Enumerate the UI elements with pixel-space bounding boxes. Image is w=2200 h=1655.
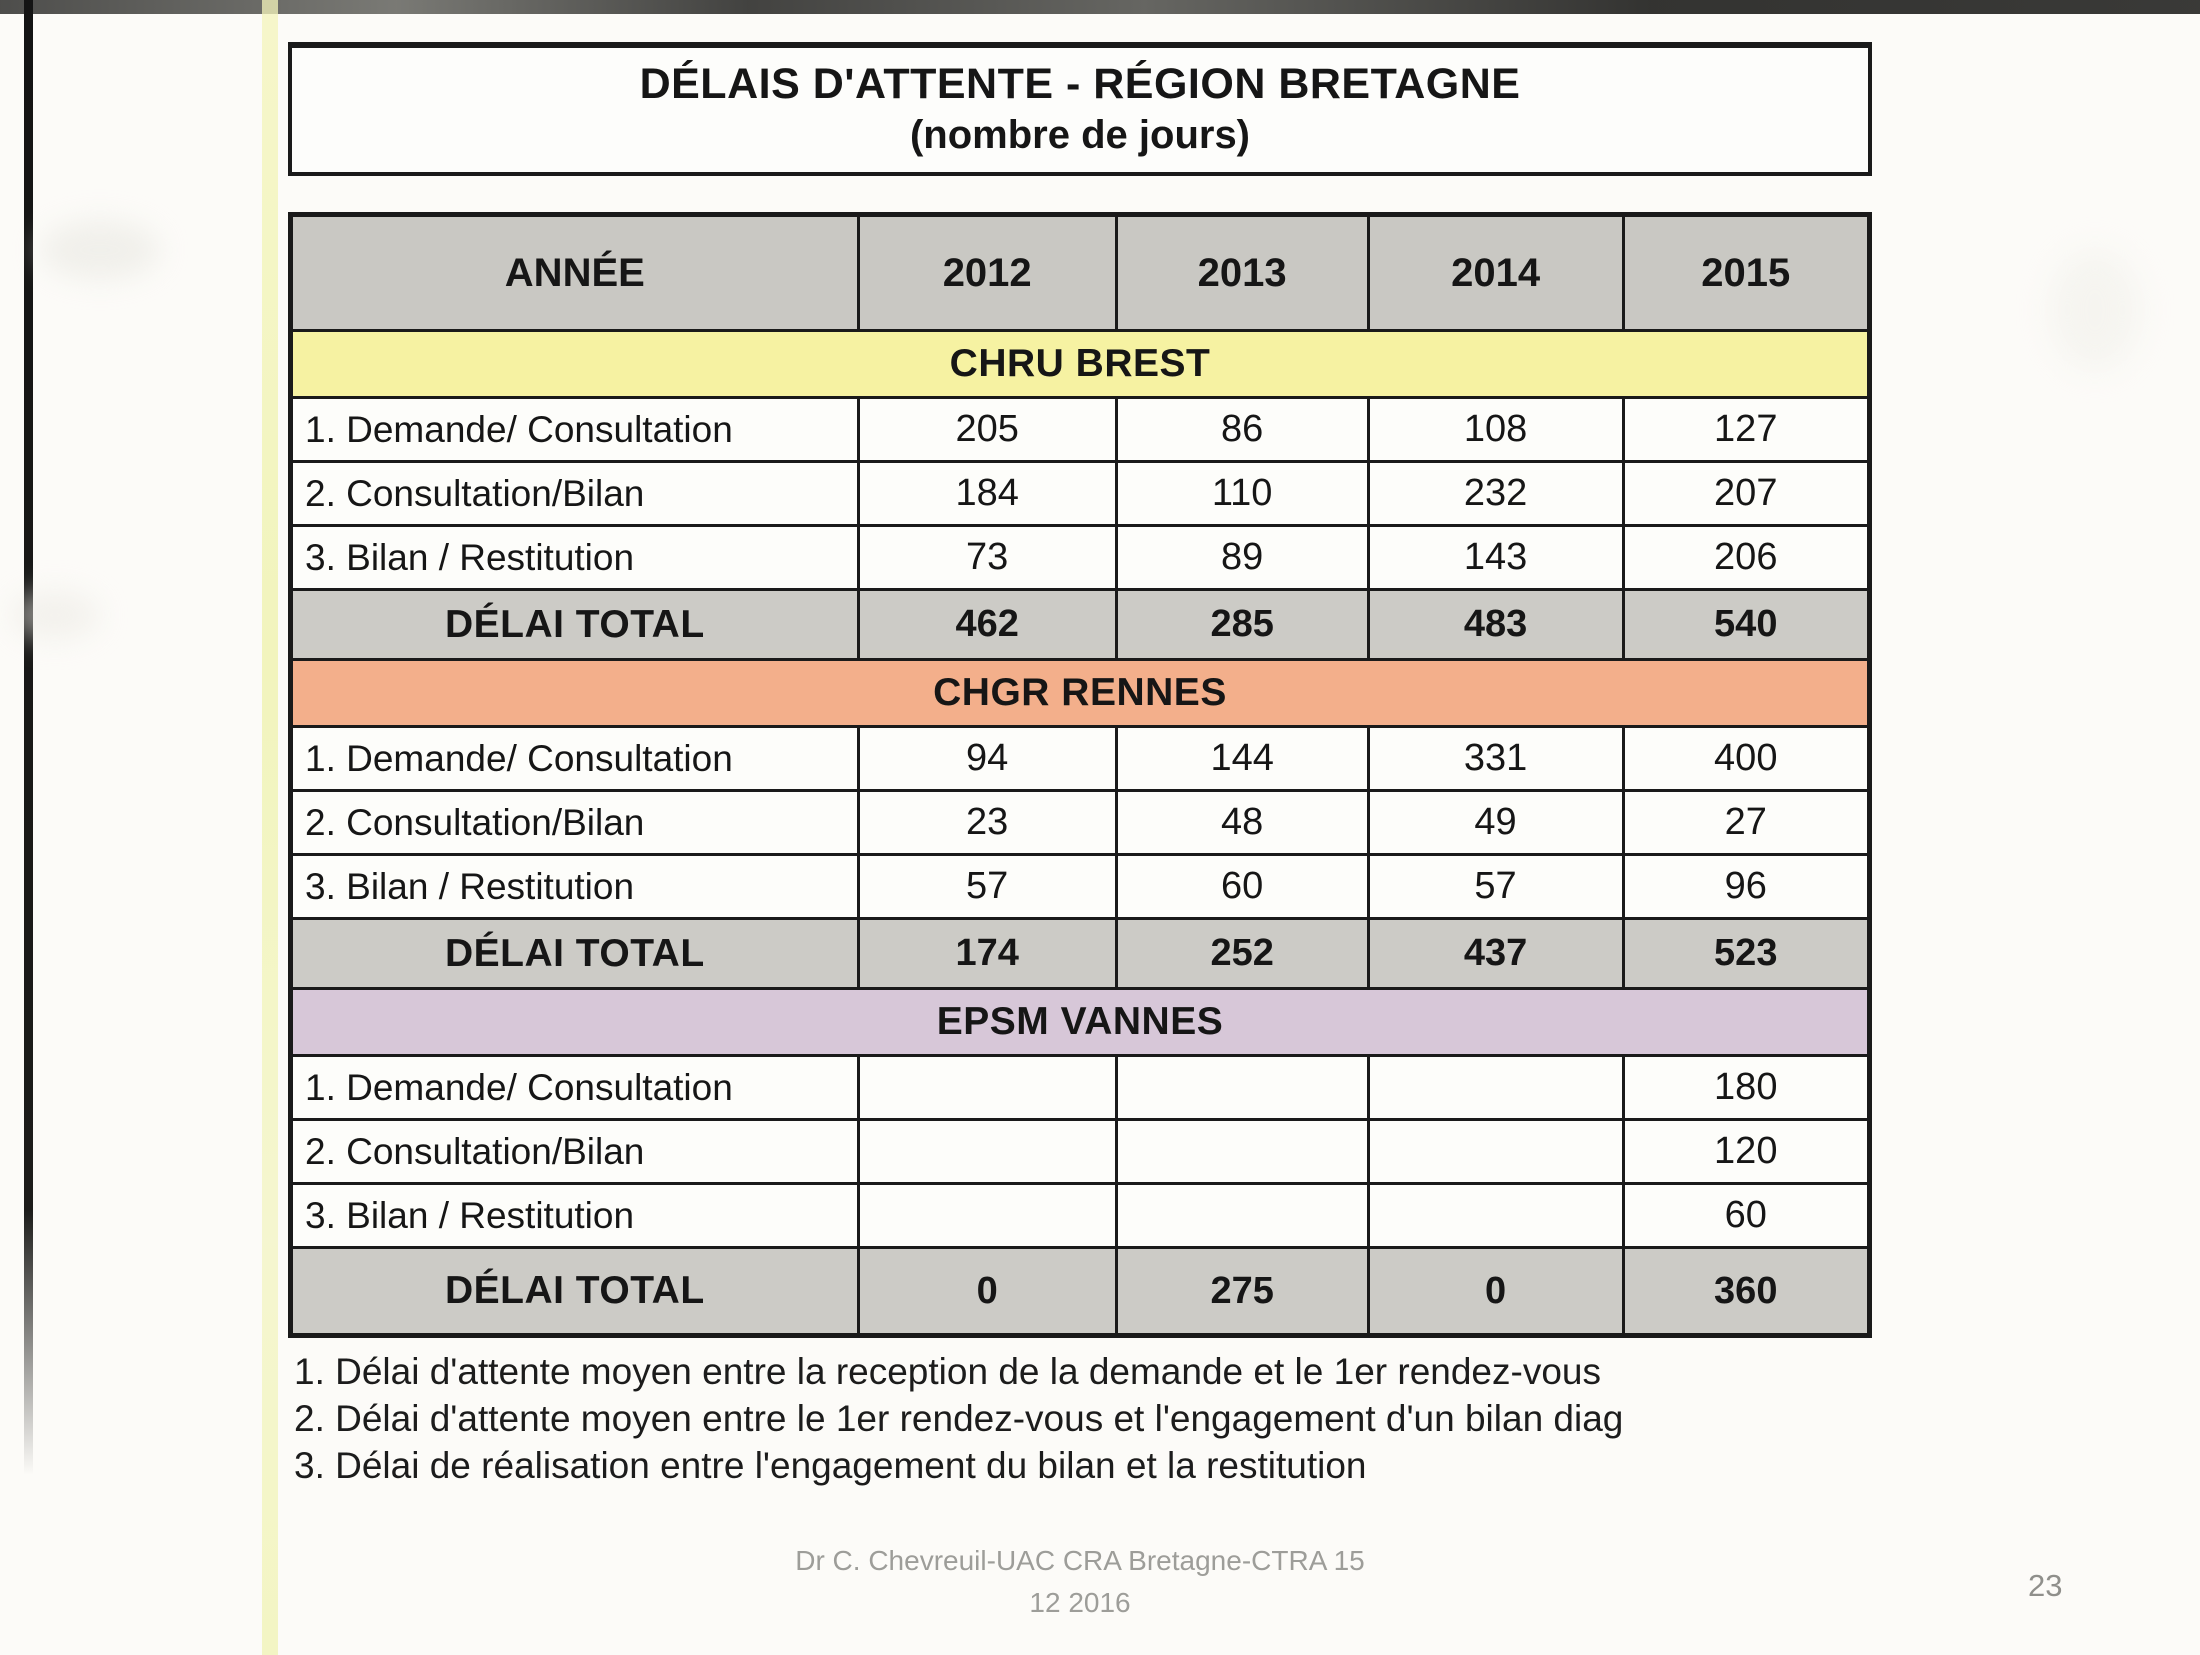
scan-yellow-margin-strip bbox=[262, 0, 278, 1655]
total-value: 523 bbox=[1625, 920, 1867, 990]
total-value: 0 bbox=[1370, 1249, 1625, 1333]
total-value: 275 bbox=[1118, 1249, 1370, 1333]
cell-value: 57 bbox=[1370, 856, 1625, 920]
total-value: 0 bbox=[860, 1249, 1118, 1333]
cell-value bbox=[860, 1121, 1118, 1185]
total-value: 360 bbox=[1625, 1249, 1867, 1333]
cell-value: 143 bbox=[1370, 527, 1625, 591]
scan-smudge bbox=[10, 590, 100, 640]
cell-value: 27 bbox=[1625, 792, 1867, 856]
header-annee: ANNÉE bbox=[293, 217, 860, 332]
table-row bbox=[293, 463, 1867, 527]
total-value: 252 bbox=[1118, 920, 1370, 990]
row-label: 1. Demande/ Consultation bbox=[293, 399, 860, 463]
footnotes bbox=[288, 1348, 1872, 1489]
page-number: 23 bbox=[2028, 1568, 2063, 1603]
total-value: 540 bbox=[1625, 591, 1867, 661]
total-label: DÉLAI TOTAL bbox=[293, 920, 860, 990]
total-value: 174 bbox=[860, 920, 1118, 990]
table-row bbox=[293, 792, 1867, 856]
cell-value bbox=[1118, 1057, 1370, 1121]
title-box bbox=[288, 42, 1872, 176]
cell-value: 57 bbox=[860, 856, 1118, 920]
cell-value: 144 bbox=[1118, 728, 1370, 792]
table-row bbox=[293, 1185, 1867, 1249]
cell-value: 184 bbox=[860, 463, 1118, 527]
slide-footer bbox=[288, 1540, 1872, 1624]
cell-value bbox=[1370, 1121, 1625, 1185]
slide-content bbox=[288, 0, 1872, 1489]
cell-value: 206 bbox=[1625, 527, 1867, 591]
footnote-1: 1. Délai d'attente moyen entre la reception de la demande et le 1er rendez-vous bbox=[294, 1351, 1601, 1392]
cell-value: 127 bbox=[1625, 399, 1867, 463]
total-row bbox=[293, 920, 1867, 990]
total-value: 462 bbox=[860, 591, 1118, 661]
row-label: 1. Demande/ Consultation bbox=[293, 1057, 860, 1121]
cell-value: 23 bbox=[860, 792, 1118, 856]
cell-value: 331 bbox=[1370, 728, 1625, 792]
section-band-chgr-rennes bbox=[293, 661, 1867, 728]
page-subtitle: (nombre de jours) bbox=[909, 113, 1251, 157]
section-title: CHGR RENNES bbox=[933, 671, 1227, 714]
cell-value: 48 bbox=[1118, 792, 1370, 856]
footer-date: 12 2016 bbox=[1029, 1587, 1131, 1618]
cell-value: 110 bbox=[1118, 463, 1370, 527]
table-header-row bbox=[293, 217, 1867, 332]
row-label: 2. Consultation/Bilan bbox=[293, 463, 860, 527]
table-row bbox=[293, 527, 1867, 591]
section-band-epsm-vannes bbox=[293, 990, 1867, 1057]
section-title: EPSM VANNES bbox=[936, 1000, 1224, 1043]
header-year-2014: 2014 bbox=[1370, 217, 1625, 332]
cell-value: 60 bbox=[1118, 856, 1370, 920]
cell-value: 73 bbox=[860, 527, 1118, 591]
total-value: 483 bbox=[1370, 591, 1625, 661]
total-value: 285 bbox=[1118, 591, 1370, 661]
section-title: CHRU BREST bbox=[949, 342, 1211, 385]
total-label: DÉLAI TOTAL bbox=[293, 1249, 860, 1333]
total-value: 437 bbox=[1370, 920, 1625, 990]
row-label: 3. Bilan / Restitution bbox=[293, 1185, 860, 1249]
cell-value: 180 bbox=[1625, 1057, 1867, 1121]
total-row bbox=[293, 591, 1867, 661]
cell-value: 207 bbox=[1625, 463, 1867, 527]
cell-value: 96 bbox=[1625, 856, 1867, 920]
header-year-2013: 2013 bbox=[1118, 217, 1370, 332]
header-year-2012: 2012 bbox=[860, 217, 1118, 332]
cell-value: 94 bbox=[860, 728, 1118, 792]
cell-value bbox=[1118, 1121, 1370, 1185]
cell-value: 60 bbox=[1625, 1185, 1867, 1249]
footnote-2: 2. Délai d'attente moyen entre le 1er rendez-vous et l'engagement d'un bilan diag bbox=[294, 1398, 1624, 1439]
cell-value: 120 bbox=[1625, 1121, 1867, 1185]
cell-value bbox=[1370, 1185, 1625, 1249]
table-row bbox=[293, 856, 1867, 920]
header-year-2015: 2015 bbox=[1625, 217, 1867, 332]
table-row bbox=[293, 399, 1867, 463]
row-label: 2. Consultation/Bilan bbox=[293, 1121, 860, 1185]
cell-value: 49 bbox=[1370, 792, 1625, 856]
cell-value: 205 bbox=[860, 399, 1118, 463]
footnote-3: 3. Délai de réalisation entre l'engagement du bilan et la restitution bbox=[294, 1445, 1367, 1486]
table-row bbox=[293, 1057, 1867, 1121]
scan-smudge bbox=[2050, 250, 2140, 370]
cell-value: 400 bbox=[1625, 728, 1867, 792]
table-row bbox=[293, 728, 1867, 792]
cell-value bbox=[860, 1185, 1118, 1249]
section-band-chru-brest bbox=[293, 332, 1867, 399]
row-label: 3. Bilan / Restitution bbox=[293, 856, 860, 920]
cell-value bbox=[1370, 1057, 1625, 1121]
row-label: 3. Bilan / Restitution bbox=[293, 527, 860, 591]
scan-smudge bbox=[40, 220, 160, 280]
row-label: 1. Demande/ Consultation bbox=[293, 728, 860, 792]
cell-value: 86 bbox=[1118, 399, 1370, 463]
total-row bbox=[293, 1249, 1867, 1333]
footer-author: Dr C. Chevreuil-UAC CRA Bretagne-CTRA 15 bbox=[795, 1545, 1365, 1576]
cell-value: 232 bbox=[1370, 463, 1625, 527]
delays-table bbox=[288, 212, 1872, 1338]
cell-value bbox=[860, 1057, 1118, 1121]
cell-value bbox=[1118, 1185, 1370, 1249]
total-label: DÉLAI TOTAL bbox=[293, 591, 860, 661]
page-title: DÉLAIS D'ATTENTE - RÉGION BRETAGNE bbox=[639, 60, 1521, 108]
cell-value: 89 bbox=[1118, 527, 1370, 591]
scan-left-edge-line bbox=[24, 0, 33, 1475]
row-label: 2. Consultation/Bilan bbox=[293, 792, 860, 856]
table-row bbox=[293, 1121, 1867, 1185]
cell-value: 108 bbox=[1370, 399, 1625, 463]
